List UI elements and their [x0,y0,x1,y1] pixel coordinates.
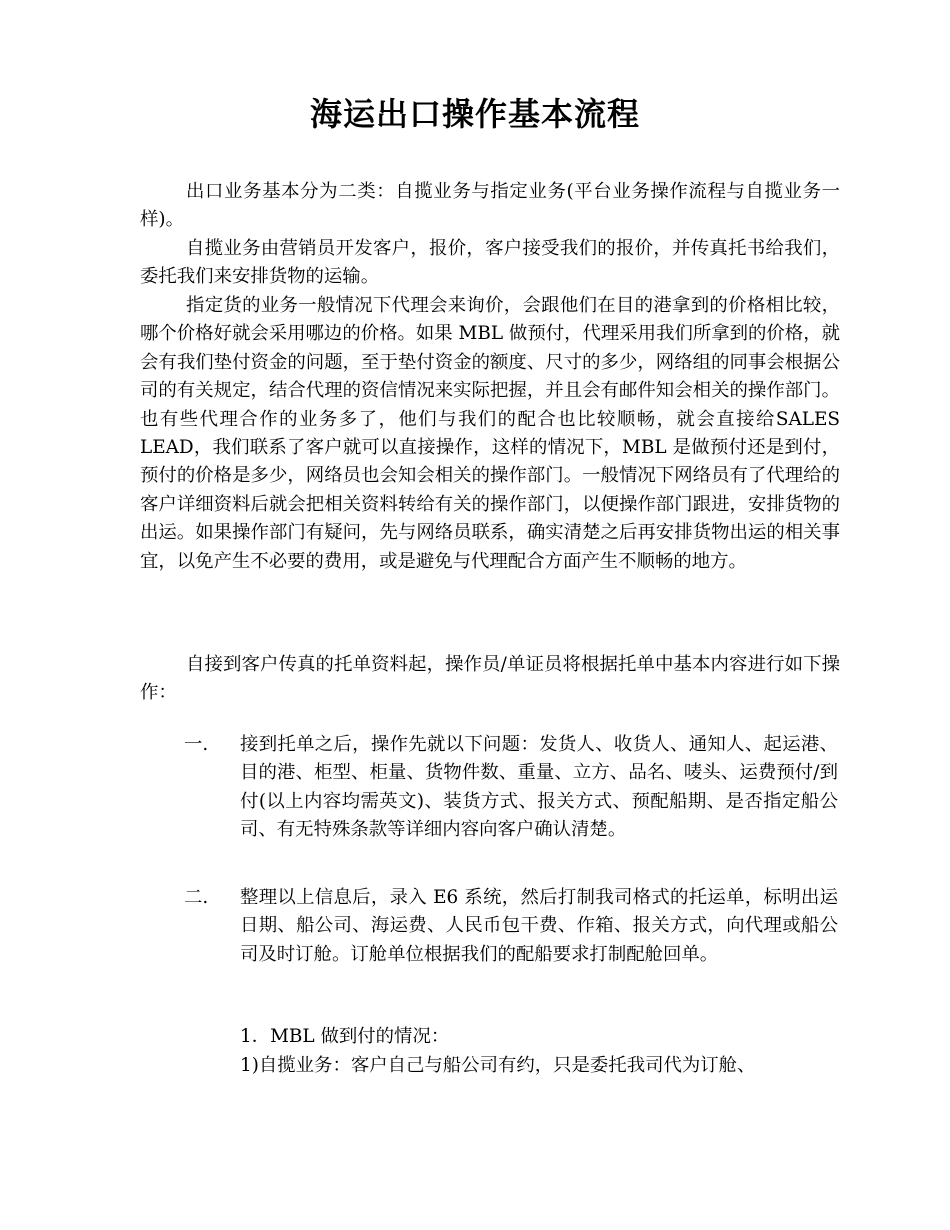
list-item-text: 接到托单之后，操作先就以下问题：发货人、收货人、通知人、起运港、目的港、柜型、柜量、货物件数、重量、立方、品名、唛头、运费预付/到付(以上内容均需英文)、装货方式、报关方式、预配船期、是否指定船公司、有无特殊条款等详细内容向客户确认清楚。 [240,734,838,841]
sub-item-self-sourced: 1)自揽业务：客户自己与船公司有约，只是委托我司代为订舱、 [240,1055,756,1076]
paragraph-designated-cargo: 指定货的业务一般情况下代理会来询价，会跟他们在目的港拿到的价格相比较，哪个价格好就会采用哪边的价格。如果 MBL 做预付，代理采用我们所拿到的价格，就会有我们垫付资金的问题，至于垫付资金的额度、尺寸的多少，网络组的同事会根据公司的有关规定，结合代理的资信情况来实际把握，并且会有邮件知会相关的操作部门。也有些代理合作的业务多了，他们与我们的配合也比较顺畅，就会直接给SALES LEAD，我们联系了客户就可以直接操作，这样的情况下，MBL 是做预付还是到付，预付的价格是多少，网络员也会知会相关的操作部门。一般情况下网络员有了代理给的客户详细资料后就会把相关资料转给有关的操作部门，以便操作部门跟进，安排货物的出运。如果操作部门有疑问，先与网络员联系，确实清楚之后再安排货物出运的相关事宜，以免产生不必要的费用，或是避免与代理配合方面产生不顺畅的地方。 [140,295,840,572]
sub-heading-collect-mbl: 1．MBL 做到付的情况： [240,1026,450,1047]
paragraph-business-types: 出口业务基本分为二类：自揽业务与指定业务(平台业务操作流程与自揽业务一样)。 [140,181,840,231]
list-item-text: 整理以上信息后，录入 E6 系统，然后打制我司格式的托运单，标明出运日期、船公司、海运费、人民币包干费、作箱、报关方式，向代理或船公司及时订舱。订舱单位根据我们的配船要求打制配舱回单。 [240,887,838,965]
list-marker: 二. [184,887,209,908]
document-title: 海运出口操作基本流程 [309,95,640,133]
list-marker: 一. [184,734,209,755]
list-item-enter-system [140,884,840,1004]
list-item-confirm-booking [140,731,840,881]
paragraph-operation-intro: 自接到客户传真的托单资料起，操作员/单证员将根据托单中基本内容进行如下操作： [140,654,840,704]
paragraph-self-sourced: 自揽业务由营销员开发客户，报价，客户接受我们的报价，并传真托书给我们，委托我们来安排货物的运输。 [140,238,840,288]
